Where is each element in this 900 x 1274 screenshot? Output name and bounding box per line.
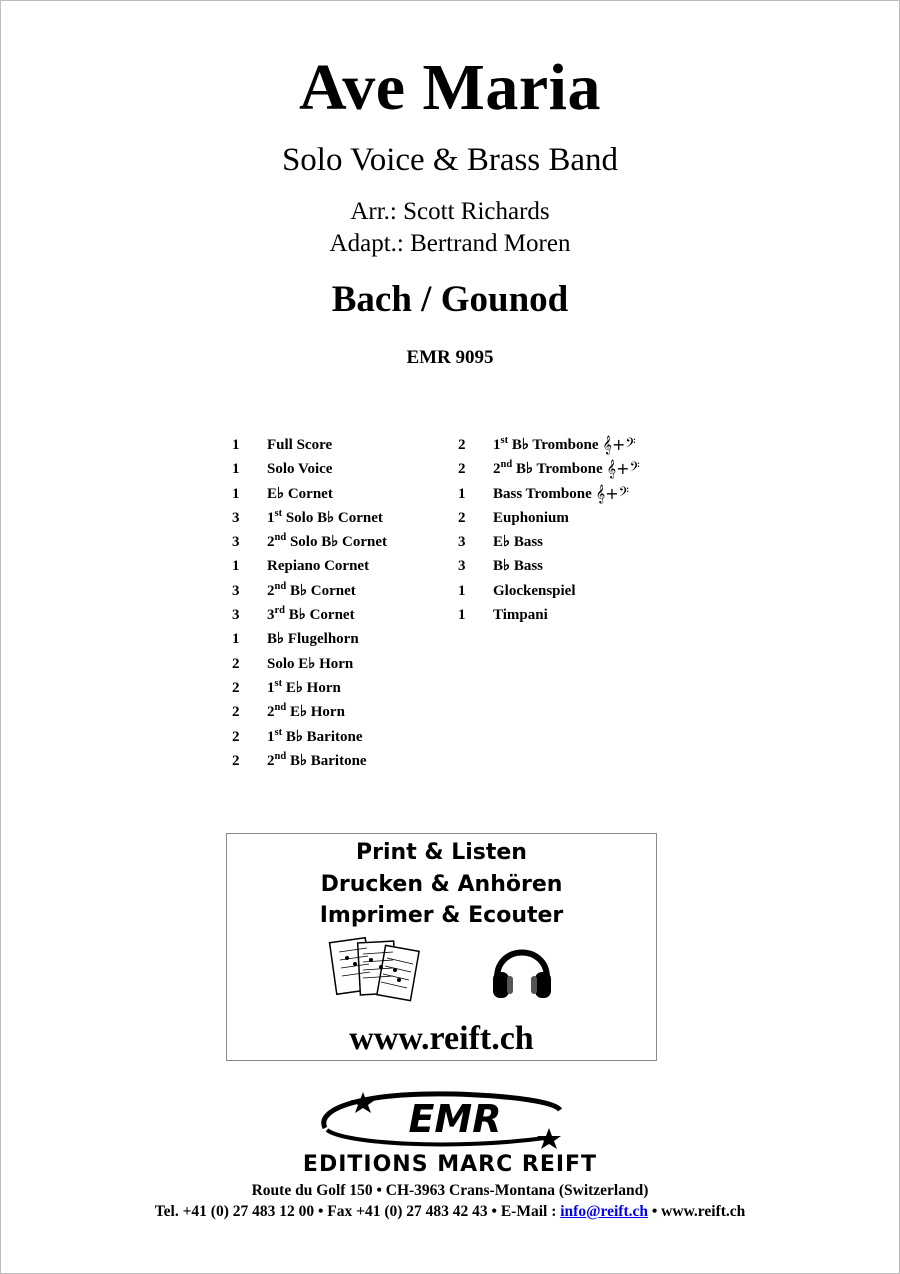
headphones-icon (489, 934, 555, 1004)
part-name: 1st Solo B♭ Cornet (267, 507, 383, 526)
part-name: Solo E♭ Horn (267, 655, 354, 672)
part-quantity: 2 (232, 752, 240, 769)
part-name: 2nd E♭ Horn (267, 702, 345, 721)
part-quantity: 1 (232, 485, 240, 502)
part-name: Repiano Cornet (267, 558, 370, 575)
part-quantity: 1 (458, 582, 466, 599)
instrumentation-subtitle: Solo Voice & Brass Band (281, 142, 619, 178)
part-name: B♭ Bass (493, 558, 544, 575)
part-name: E♭ Bass (493, 534, 544, 551)
promo-line-german: Drucken & Anhören (320, 872, 563, 897)
part-quantity: 3 (458, 558, 466, 575)
part-row (232, 652, 387, 676)
part-quantity: 2 (232, 679, 240, 696)
part-quantity: 2 (232, 704, 240, 721)
part-quantity: 3 (232, 607, 240, 624)
parts-list-left (232, 433, 387, 773)
part-row (458, 603, 640, 627)
part-row (232, 506, 387, 530)
part-row (458, 457, 640, 481)
publisher-address: Route du Golf 150 • CH-3963 Crans-Montana (Switzerland) (251, 1182, 649, 1199)
part-quantity: 1 (232, 437, 240, 453)
part-quantity: 1 (458, 485, 466, 502)
part-quantity: 2 (232, 728, 240, 745)
part-quantity: 2 (458, 509, 466, 526)
part-row (232, 482, 387, 506)
clef-icon: 𝄞+𝄢 (606, 459, 640, 479)
clef-icon: 𝄞+𝄢 (595, 483, 629, 503)
page-title: Ave Maria (299, 51, 601, 124)
parts-list-right (458, 433, 640, 627)
part-name: E♭ Cornet (267, 485, 333, 502)
publisher-contact (0, 1203, 900, 1221)
promo-line-french: Imprimer & Ecouter (319, 903, 564, 928)
print-listen-promo (226, 833, 657, 1061)
part-name: B♭ Flugelhorn (267, 631, 359, 648)
part-quantity: 1 (232, 461, 240, 478)
part-row (458, 506, 640, 530)
part-row (232, 749, 387, 773)
part-row (232, 579, 387, 603)
part-name: 2nd Solo B♭ Cornet (267, 532, 388, 551)
part-name: 2nd B♭ Cornet (267, 580, 356, 599)
part-quantity: 2 (458, 437, 466, 453)
part-row (232, 603, 387, 627)
contact-website: • www.reift.ch (648, 1203, 746, 1220)
part-name: Timpani (493, 607, 548, 624)
adapter-credit: Adapt.: Bertrand Moren (329, 230, 571, 257)
part-row (232, 700, 387, 724)
catalog-number: EMR 9095 (406, 347, 494, 368)
part-name: 1st B♭ Trombone (493, 435, 599, 453)
promo-website[interactable]: www.reift.ch (349, 1020, 534, 1057)
clef-icon: 𝄞+𝄢 (602, 435, 636, 454)
sheet-music-icon (325, 934, 425, 1006)
part-row (458, 530, 640, 554)
part-name: Full Score (267, 437, 333, 453)
part-row (232, 676, 387, 700)
part-row (232, 554, 387, 578)
part-name: Bass Trombone (493, 485, 592, 502)
part-row (458, 579, 640, 603)
part-name: 1st E♭ Horn (267, 677, 341, 696)
part-row (232, 433, 387, 457)
part-quantity: 3 (232, 534, 240, 551)
publisher-name: EDITIONS MARC REIFT (302, 1152, 598, 1177)
part-row (458, 554, 640, 578)
emr-logo (305, 1088, 595, 1150)
part-name: Euphonium (493, 509, 569, 526)
part-quantity: 2 (458, 461, 466, 478)
part-name: 2nd B♭ Trombone (493, 459, 603, 478)
part-name: Solo Voice (267, 461, 333, 478)
part-row (232, 530, 387, 554)
part-quantity: 1 (458, 607, 466, 624)
promo-line-english: Print & Listen (356, 840, 527, 865)
part-row (458, 433, 640, 457)
contact-phone-fax: Tel. +41 (0) 27 483 12 00 • Fax +41 (0) 27 483 42 43 • E-Mail : (154, 1203, 561, 1220)
part-quantity: 3 (232, 582, 240, 599)
part-quantity: 1 (232, 558, 240, 575)
part-quantity: 3 (232, 509, 240, 526)
part-quantity: 2 (232, 655, 240, 672)
part-row (232, 457, 387, 481)
part-quantity: 1 (232, 631, 240, 648)
arranger-credit: Arr.: Scott Richards (350, 198, 550, 225)
part-name: 3rd B♭ Cornet (267, 605, 355, 624)
composer-name: Bach / Gounod (331, 279, 569, 320)
email-link[interactable]: info@reift.ch (560, 1203, 648, 1220)
part-name: 1st B♭ Baritone (267, 726, 363, 745)
part-row (458, 482, 640, 506)
promo-icons (227, 934, 656, 1014)
part-row (232, 725, 387, 749)
part-quantity: 3 (458, 534, 466, 551)
svg-text:EMR: EMR (408, 1097, 502, 1141)
part-name: 2nd B♭ Baritone (267, 750, 367, 769)
part-row (232, 627, 387, 651)
part-name: Glockenspiel (493, 582, 576, 599)
